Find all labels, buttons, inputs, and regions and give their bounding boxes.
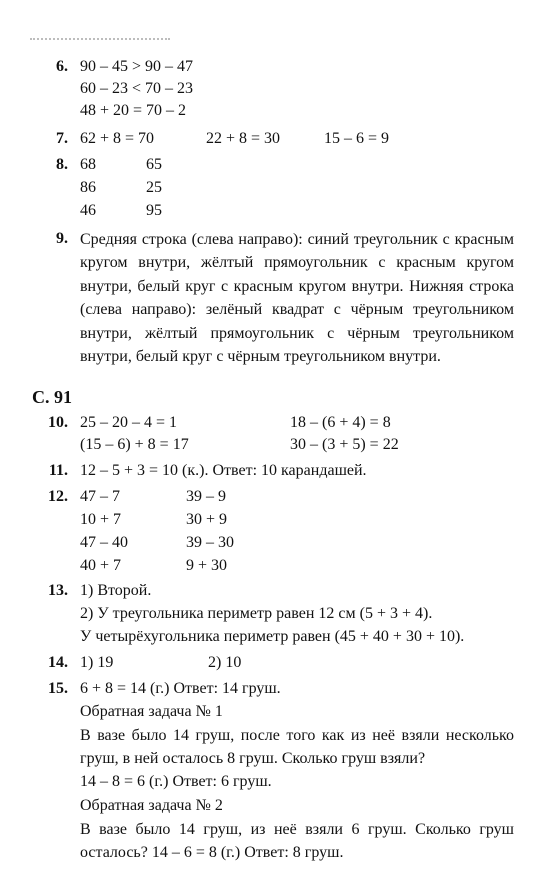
item-8-cell: 25 bbox=[146, 179, 162, 196]
item-11-number: 11. bbox=[48, 462, 68, 479]
item-9-number: 9. bbox=[56, 230, 68, 247]
item-10-cell: 25 – 20 – 4 = 1 bbox=[80, 414, 178, 431]
section-heading: С. 91 bbox=[32, 387, 72, 407]
item-15-sub2-title: Обратная задача № 2 bbox=[80, 797, 223, 814]
item-14-number: 14. bbox=[48, 654, 68, 671]
item-15-sub1-title: Обратная задача № 1 bbox=[80, 703, 223, 720]
item-12-cell: 39 – 9 bbox=[186, 488, 226, 505]
item-12-cell: 30 + 9 bbox=[186, 511, 228, 528]
item-15-number: 15. bbox=[48, 680, 68, 697]
item-8-cell: 95 bbox=[146, 202, 162, 219]
item-8-cell: 86 bbox=[80, 179, 96, 196]
item-10-cell: (15 – 6) + 8 = 17 bbox=[80, 436, 189, 453]
item-12-cell: 10 + 7 bbox=[80, 511, 122, 528]
item-10-number: 10. bbox=[48, 414, 68, 431]
item-12-cell: 47 – 7 bbox=[80, 488, 120, 505]
item-8-number: 8. bbox=[56, 156, 68, 173]
item-12-number: 12. bbox=[48, 488, 68, 505]
item-12-cell: 39 – 30 bbox=[186, 534, 234, 551]
item-8-cell: 68 bbox=[80, 156, 96, 173]
item-15-line-1: 6 + 8 = 14 (г.) Ответ: 14 груш. bbox=[80, 680, 281, 697]
item-6-number: 6. bbox=[56, 58, 68, 75]
item-10-cell: 30 – (3 + 5) = 22 bbox=[290, 436, 399, 453]
item-10-cell: 18 – (6 + 4) = 8 bbox=[290, 414, 391, 431]
item-13-line-1: 1) Второй. bbox=[80, 582, 152, 599]
item-13-line-3: У четырёхугольника периметр равен (45 + 40 + 30 + 10). bbox=[80, 628, 465, 645]
item-12-cell: 47 – 40 bbox=[80, 534, 128, 551]
item-8-cell: 65 bbox=[146, 156, 162, 173]
item-7-col-3: 15 – 6 = 9 bbox=[324, 130, 390, 147]
item-13-number: 13. bbox=[48, 582, 68, 599]
item-6-line-2: 60 – 23 < 70 – 23 bbox=[80, 80, 194, 97]
item-7-col-2: 22 + 8 = 30 bbox=[206, 130, 281, 147]
item-14-col-1: 1) 19 bbox=[80, 654, 114, 671]
item-15-sub1-text: В вазе было 14 груш, после того как из неё взяли несколько груш, в ней осталось 8 груш. Сколько груш взяли? bbox=[80, 727, 514, 768]
item-13-line-2: 2) У треугольника периметр равен 12 см (5 + 3 + 4). bbox=[80, 605, 433, 622]
item-7-col-1: 62 + 8 = 70 bbox=[80, 130, 155, 147]
header-remnant bbox=[30, 38, 170, 43]
item-15-sub1-answer: 14 – 8 = 6 (г.) Ответ: 6 груш. bbox=[80, 773, 272, 790]
item-15-sub2-text: В вазе было 14 груш, из неё взяли 6 груш. Сколько груш осталось? 14 – 6 = 8 (г.) Ответ: 8 груш. bbox=[80, 821, 514, 862]
item-12-cell: 40 + 7 bbox=[80, 557, 122, 574]
item-6-line-1: 90 – 45 > 90 – 47 bbox=[80, 58, 194, 75]
item-12-cell: 9 + 30 bbox=[186, 557, 228, 574]
item-7-number: 7. bbox=[56, 130, 68, 147]
item-8-cell: 46 bbox=[80, 202, 96, 219]
item-9-text: Средняя строка (слева направо): синий треугольник с красным кругом внутри, жёлтый прямоугольник с красным кругом внутри, белый круг с красным кругом внутри. Нижняя строка (слева направо): зелёный квадрат с чёрным треугольником внутри, жёлтый прямоугольник с чёрным треугольником внутри, белый круг с чёрным треугольником внутри. bbox=[80, 231, 514, 366]
item-14-col-2: 2) 10 bbox=[208, 654, 242, 671]
item-6-line-3: 48 + 20 = 70 – 2 bbox=[80, 102, 187, 119]
item-11-text: 12 – 5 + 3 = 10 (к.). Ответ: 10 карандашей. bbox=[80, 462, 367, 479]
